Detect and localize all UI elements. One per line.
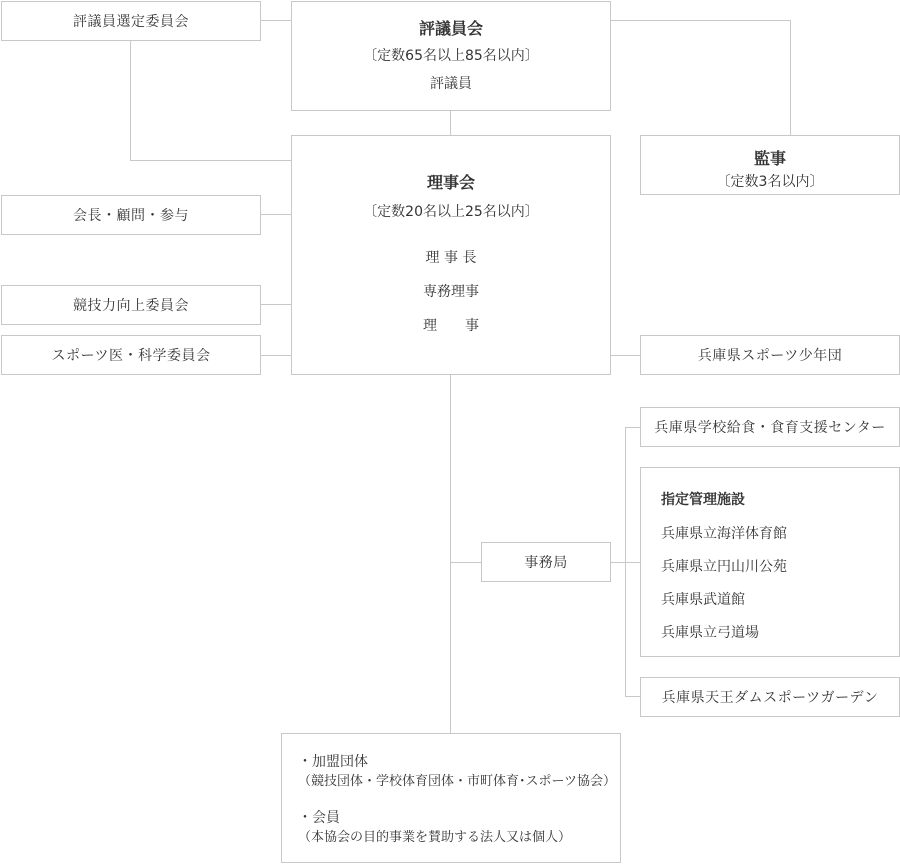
- members-individual: ・会員: [298, 810, 340, 826]
- members-box: [281, 733, 621, 863]
- board-role-chairman: 理 事 長: [425, 250, 477, 266]
- facility-maruyamagawa-park: 兵庫県立円山川公苑: [661, 559, 787, 575]
- sports-medicine-committee-label: スポーツ医・科学委員会: [51, 348, 211, 364]
- lunch-center-label: 兵庫県学校給食・食育支援センター: [654, 420, 886, 436]
- board-quota: 〔定数20名以上25名以内〕: [363, 204, 539, 220]
- connector-councilors-auditor-h: [610, 20, 790, 21]
- tenno-dam-box: [640, 677, 900, 717]
- tenno-dam-label: 兵庫県天王ダムスポーツガーデン: [661, 690, 879, 706]
- president-advisor-box: [1, 195, 261, 235]
- auditor-title: 監事: [753, 149, 786, 168]
- competition-committee-label: 競技力向上委員会: [73, 298, 189, 314]
- designated-facilities-title: 指定管理施設: [661, 492, 745, 508]
- youth-sports-box: [640, 335, 900, 375]
- facility-kyudojo: 兵庫県立弓道場: [661, 625, 759, 641]
- connector-branch-tenno: [625, 696, 640, 697]
- auditor-box: [640, 135, 900, 195]
- president-advisor-label: 会長・顧問・参与: [73, 208, 189, 224]
- councilors-title: 評議員会: [418, 19, 483, 38]
- facility-budokan: 兵庫県武道館: [661, 592, 745, 608]
- connector-secretariat-branch: [610, 562, 625, 563]
- board-title: 理事会: [426, 173, 475, 192]
- lunch-center-box: [640, 407, 900, 447]
- councilors-selection-committee-box: [1, 1, 261, 41]
- auditor-quota: 〔定数3名以内〕: [716, 174, 824, 190]
- competition-committee-box: [1, 285, 261, 325]
- connector-president-board: [260, 214, 291, 215]
- connector-board-trunk: [450, 375, 451, 733]
- members-individual-detail: （本協会の目的事業を賛助する法人又は個人）: [298, 830, 572, 845]
- members-affiliated: ・加盟団体: [298, 754, 368, 770]
- board-role-executive: 専務理事: [423, 284, 479, 300]
- sports-medicine-committee-box: [1, 335, 261, 375]
- connector-trunk-secretariat: [450, 562, 482, 563]
- connector-selection-councilors: [260, 20, 291, 21]
- councilors-box: [291, 1, 611, 111]
- councilors-quota: 〔定数65名以上85名以内〕: [363, 48, 539, 64]
- connector-board-youth: [610, 355, 640, 356]
- secretariat-label: 事務局: [524, 555, 568, 571]
- board-roles: [292, 247, 610, 335]
- youth-sports-label: 兵庫県スポーツ少年団: [697, 348, 843, 364]
- board-box: [291, 135, 611, 375]
- connector-councilors-board: [450, 110, 451, 135]
- councilors-member: 評議員: [430, 76, 472, 92]
- connector-selection-board: [130, 160, 291, 161]
- connector-medicine-board: [260, 355, 291, 356]
- secretariat-box: [481, 542, 611, 582]
- connector-branch-lunch: [625, 427, 640, 428]
- connector-councilors-auditor-v: [790, 20, 791, 135]
- connector-branch-designated: [625, 562, 640, 563]
- facility-marine-gym: 兵庫県立海洋体育館: [661, 526, 787, 542]
- councilors-selection-committee-label: 評議員選定委員会: [73, 14, 189, 30]
- connector-competition-board: [260, 304, 291, 305]
- board-role-director: 理 事: [423, 318, 479, 334]
- designated-facilities-box: [640, 467, 900, 657]
- members-affiliated-detail: （競技団体・学校体育団体・市町体育･スポーツ協会）: [298, 774, 616, 789]
- connector-selection-down: [130, 40, 131, 161]
